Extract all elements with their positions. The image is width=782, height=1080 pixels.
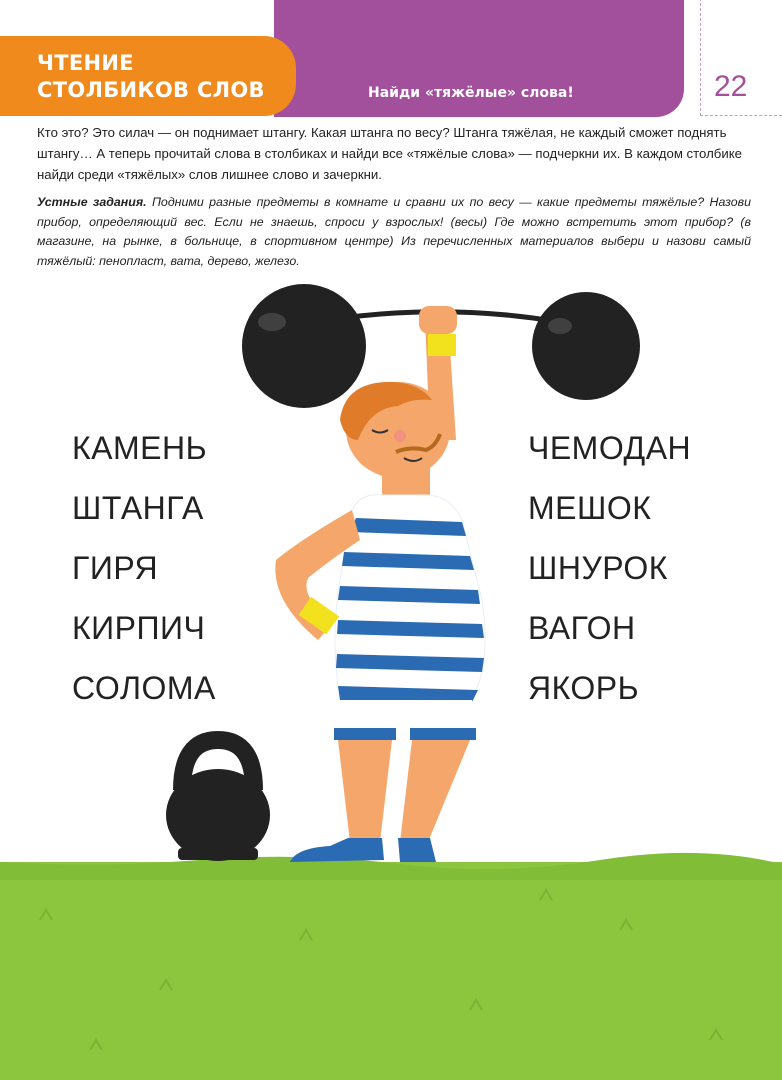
word-column-left [72,429,216,729]
task-subtitle: Найди «тяжёлые» слова! [368,85,574,101]
word-item: СОЛОМА [72,670,216,706]
grass-ground [0,853,782,1080]
oral-tasks-label: Устные задания. [37,195,147,209]
section-title-line2: СТОЛБИКОВ СЛОВ [37,78,265,102]
word-item: ЧЕМОДАН [528,430,692,466]
word-item: ЯКОРЬ [528,670,640,706]
oral-tasks-text: Подними разные предметы в комнате и сравни их по весу — какие предметы тяжёлые? Назови прибор, определяющий вес. Если не знаешь, спроси у взрослых! (весы) Где можно встретить этот прибор? (в магазине, на рынке, в больнице, в спортивном центре) Из перечисленных материалов выбери и назови самый тяжёлый: пенопласт, вата, дерево, железо. [37,195,751,268]
word-column-right [528,429,691,729]
word-item: КАМЕНЬ [72,430,208,466]
word-item: ШНУРОК [528,550,668,586]
page-number: 22 [714,70,748,103]
word-item: ШТАНГА [72,490,204,526]
word-item: МЕШОК [528,490,652,526]
section-title-line1: ЧТЕНИЕ [37,51,134,75]
kettlebell-icon [166,740,270,861]
word-item: ВАГОН [528,610,636,646]
word-item: КИРПИЧ [72,610,206,646]
word-item: ГИРЯ [72,550,159,586]
intro-paragraph: Кто это? Это силач — он поднимает штангу. Какая штанга по весу? Штанга тяжёлая, не каждый сможет поднять штангу… А теперь прочитай слова в столбиках и найди все «тяжёлые слова» — подчеркни их. В каждом столбике найди среди «тяжёлых» слов лишнее слово и зачеркни. [37,125,742,182]
